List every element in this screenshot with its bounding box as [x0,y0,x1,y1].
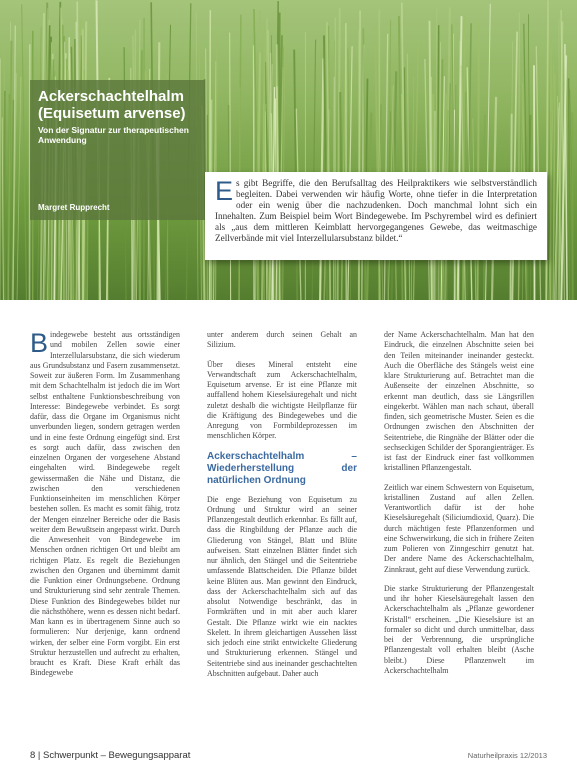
horsetail-stem [384,34,387,300]
page-number: 8 [30,750,36,761]
paragraph: Zeitlich war einem Schwestern von Equisetum, kristallinen Zustand auf allen Zellen. Verantwortlich dafür ist der hohe Kieselsäuregehalt (Siliciumdioxid, Quarz). Die durch mächtigen feste Pflanzenformen und eine Schwerwirkung, die sich in frühere Zeiten zum Polieren von Zinngeschirr genutzt hat. Der andere Name des Ackerschachtelhalm, Zinnkraut, geht auf diese Verwendung zurück. [384,482,534,574]
page-footer [30,750,547,764]
intro-box [205,172,547,260]
horsetail-stem [569,78,570,300]
journal-issue: Naturheilpraxis 12/2013 [467,751,547,760]
footer-left: 8 | Schwerpunkt – Bewegungsapparat [30,750,191,761]
horsetail-stem [414,38,419,300]
horsetail-stem [312,40,315,300]
article-subtitle: Von der Signatur zur therapeutischen Anwendung [38,125,189,145]
title-box [30,80,205,220]
horsetail-stem [4,91,5,300]
section-name: Schwerpunkt – Bewegungsapparat [43,750,191,761]
text-column-3 [384,330,534,685]
paragraph: der Name Ackerschachtelhalm. Man hat den Eindruck, die einzelnen Abschnitte seien bei den Teilen miteinander ineinander gesteckt. Auch die Oberfläche des Stängels weist eine klare Strukturierung auf. Betrachtet man die Außenseite der einzelnen Abschnitte, so erkennt man deutlich, dass sie Längsrillen eingekerbt. Wählen man nach schaut, überall finden, sich geometrische Muster. Seien es die Ordnungen zwischen den Abschnitten der Seitentriebe, die Ringnähe der Blätter oder die sechseckigen Schilder der Sporangienträger. Es ist fast der Eindruck einer fast vollkommen kristallinen Pflanzengestalt. [384,330,534,473]
text-column-2 [207,330,357,688]
intro-text: s gibt Begriffe, die den Berufsalltag des Heilpraktikers wie selbstverständlich begleiten. Dabei verwenden wir häufig Worte, ohne tiefer in die Interpretation oder ein wenig über die nachzudenken. Doch manchmal lohnt sich ein Innehalten. Zum Beispiel beim Wort Bindegewebe. Im Pschyrembel wird es definiert als „aus dem mittleren Keimblatt hervorgegangenes Gewebe, das weitmaschige Zellverbände mit viel Interzellularsubstanz bildet.“ [215,178,537,243]
horsetail-stem [22,4,27,300]
section-heading: Ackerschachtelhalm – Wiederherstellung der natürlichen Ordnung [207,450,357,486]
paragraph-text: indegewebe besteht aus ortsständigen und mobilen Zellen sowie einer Interzellularsubstanz, die sich wiederum aus Grundsubstanz und Fasern zusammensetzt. Soweit zur äußeren Form. Im Zusammenhang mit dem Schachtelhalm ist jedoch die im Wort selbst enthaltene Funktionsbeschreibung von Interesse: Bindegewebe verbindet. Es sorgt dafür, dass die Organe im Organismus nicht unverbunden liegen, sondern getragen werden und in eine feste Ordnung eingefügt sind. Erst es sorgt auch dafür, dass zwischen den einzelnen Organen der vorgesehene Abstand eingehalten wird. Bindegewebe regelt gewissermaßen die Nähe und Distanz, die zwischen den verschiedenen Funktionseinheiten im menschlichen Körper bestehen sollen. Es macht es somit fähig, trotz der Mengen einzelner Bereiche oder die Basis weiter dem Bewußtsein angepasst wirkt. Durch die Anwesenheit von Bindegewebe im Menschen ordnen richtigen Ort und bleibt am richtigen Platz. Es regelt die Beziehungen zwischen den Organen und übernimmt damit die Funktion einer Ordnungsebene. Ordnung und Strukturierung sind sehr zentrale Themen. Diese Funktion des Bindegewebes bildet nur die nächsthöhere, wenn es dessen nicht bedarf. Man kann es in übertragenem Sinne auch so formulieren: Nur derjenige, kann ordnend wirken, der selber eine Form vorgibt. Ein erst Struktur herzustellen und aufrecht zu erhalten, braucht es Kraft. Diese Kraft erhält das Bindegewebe [30,330,180,678]
article-title: Ackerschachtelhalm (Equisetum arvense) [38,88,186,122]
article-author: Margret Rupprecht [38,203,110,212]
column-dropcap: B [30,328,49,358]
horsetail-stem [2,117,3,300]
horsetail-stem [17,77,21,300]
intro-dropcap: E [215,176,234,206]
paragraph: Über dieses Mineral entsteht eine Verwandtschaft zum Ackerschachtelhalm, Equisetum arvense. Er ist eine Pflanze mit auffallend hohem Kieselsäuregehalt und nicht zuletzt deshalb die wichtigste Heilpflanze für die Kräftigung des Bindegewebes und die Anregung von Formbildeprozessen im menschlichen Körper. [207,359,357,441]
horsetail-stem [553,73,555,300]
paragraph: Die starke Strukturierung der Pflanzengestalt und ihr hoher Kieselsäuregehalt lassen den Ackerschachtelhalm als „Pflanze gewordener Kristall“ erscheinen. „Die Kieselsäure ist an formaler so dicht und durch unmittelbar, dass bei der Verbrennung, die ursprüngliche Pflanzengestalt voll erhalten bleibt (Asche bleibt.) Diese Pflanzenwelt im Ackerschachtelhalm [384,583,534,675]
paragraph: unter anderem durch seinen Gehalt an Silizium. [207,330,357,350]
paragraph [30,330,180,679]
paragraph: Die enge Beziehung von Equisetum zu Ordnung und Struktur wird an seiner Pflanzengestalt deutlich erkennbar. Es fällt auf, dass die Ringbildung der Pflanze auch die Gliederung von Stängel, Blatt und Blüte aufweisen. Statt einzelnen Blätter findet sich nur ähnlich, den Stängel und die Seitentriebe umfassende Blattscheiden. Die Pflanze bildet keine Blüten aus. Man gewinnt den Eindruck, dass der Ackerschachtelhalm sich auf das absolut Notwendige beschränkt, das in Formkräften und in mit aber auch klarer Gestalt. Die Pflanze wirkt wie ein nacktes Skelett. In ihrem gleichartigen Aussehen lässt sich jedoch eine strikt entwickelte Gliederung und Strukturierung erkennen. Stängel und Seitentriebe sind aus ineinander geschachtelten Abschnitten aufgebaut. Daher auch [207,494,357,678]
text-column-1 [30,330,180,688]
